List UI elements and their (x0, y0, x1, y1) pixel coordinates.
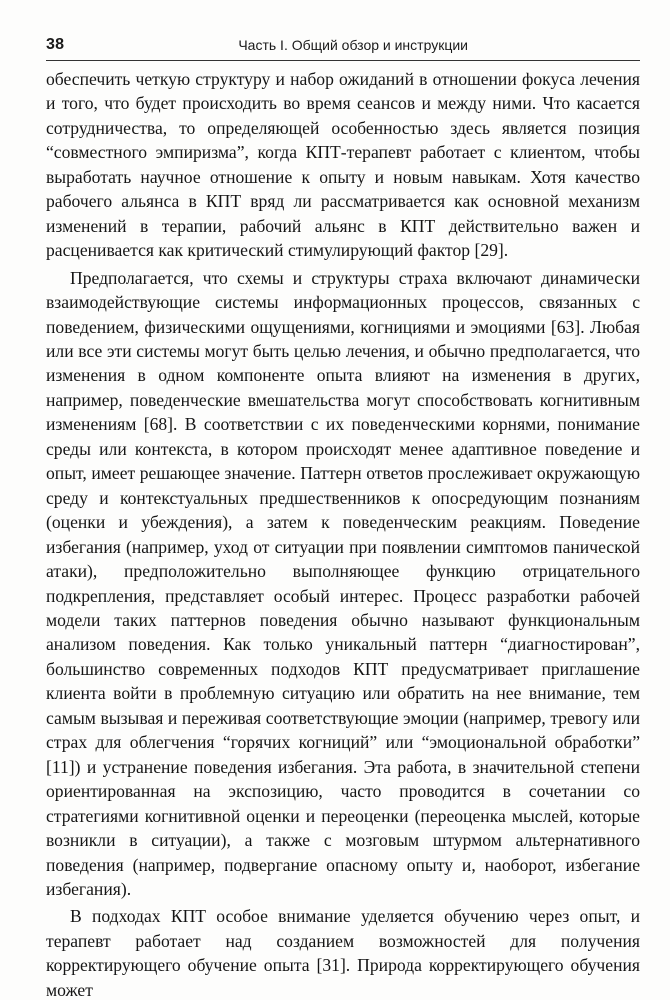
paragraph: В подходах КПТ особое внимание уделяется обучению через опыт, и терапевт работает над созданием возможностей для получения корректирующего обучение опыта [31]. Природа корректирующего обучения может (46, 906, 640, 1000)
running-head (46, 36, 640, 58)
page-number: 38 (46, 36, 65, 53)
paragraph-continued: обеспечить четкую структуру и набор ожиданий в отношении фокуса лечения и того, что будет происходить во время сеансов и между ними. Что касается сотрудничества, то определяющей особенностью здесь является позиция “совместного эмпиризма”, когда КПТ-терапевт работает с клиентом, чтобы выработать научное отношение к опыту и новым навыкам. Хотя качество рабочего альянса в КПТ вряд ли рассматривается как основной механизм изменений в терапии, рабочий альянс в КПТ действительно важен и расценивается как критический стимулирующий фактор [29]. (46, 69, 640, 261)
section-title: Часть I. Общий обзор и инструкции (238, 37, 468, 53)
header-rule (46, 60, 640, 61)
body-text (46, 67, 640, 1002)
paragraph: Предполагается, что схемы и структуры страха включают динамически взаимодействующие системы информационных процессов, связанных с поведением, физическими ощущениями, когнициями и эмоциями [63]. Любая или все эти системы могут быть целью лечения, и обычно предполагается, что изменения в одном компоненте опыта влияют на изменения в других, например, поведенческие вмешательства могут способствовать когнитивным изменениям [68]. В соответствии с их поведенческими корнями, понимание среды или контекста, в котором происходят менее адаптивное поведение и опыт, имеет решающее значение. Паттерн ответов прослеживает окружающую среду и контекстуальных предшественников к опосредующим познаниям (оценки и убеждения), а затем к поведенческим реакциям. Поведение избегания (например, уход от ситуации при появлении симптомов панической атаки), предположительно выполняющее функцию отрицательного подкрепления, представляет особый интерес. Процесс разработки рабочей модели таких паттернов поведения обычно называют функциональным анализом поведения. Как только уникальный паттерн “диагностирован”, большинство современных подходов КПТ предусматривает приглашение клиента войти в проблемную ситуацию или обратить на нее внимание, тем самым вызывая и переживая соответствующие эмоции (например, тревогу или страх для облегчения “горячих когниций” или “эмоциональной обработки” [11]) и устранение поведения избегания. Эта работа, в значительной степени ориентированная на экспозицию, часто проводится в сочетании со стратегиями когнитивной оценки и переоценки (переоценка мыслей, которые возникли в ситуации), а также с мозговым штурмом альтернативного поведения (например, подвергание опасному опыту и, наоборот, избегание избегания). (46, 267, 640, 899)
